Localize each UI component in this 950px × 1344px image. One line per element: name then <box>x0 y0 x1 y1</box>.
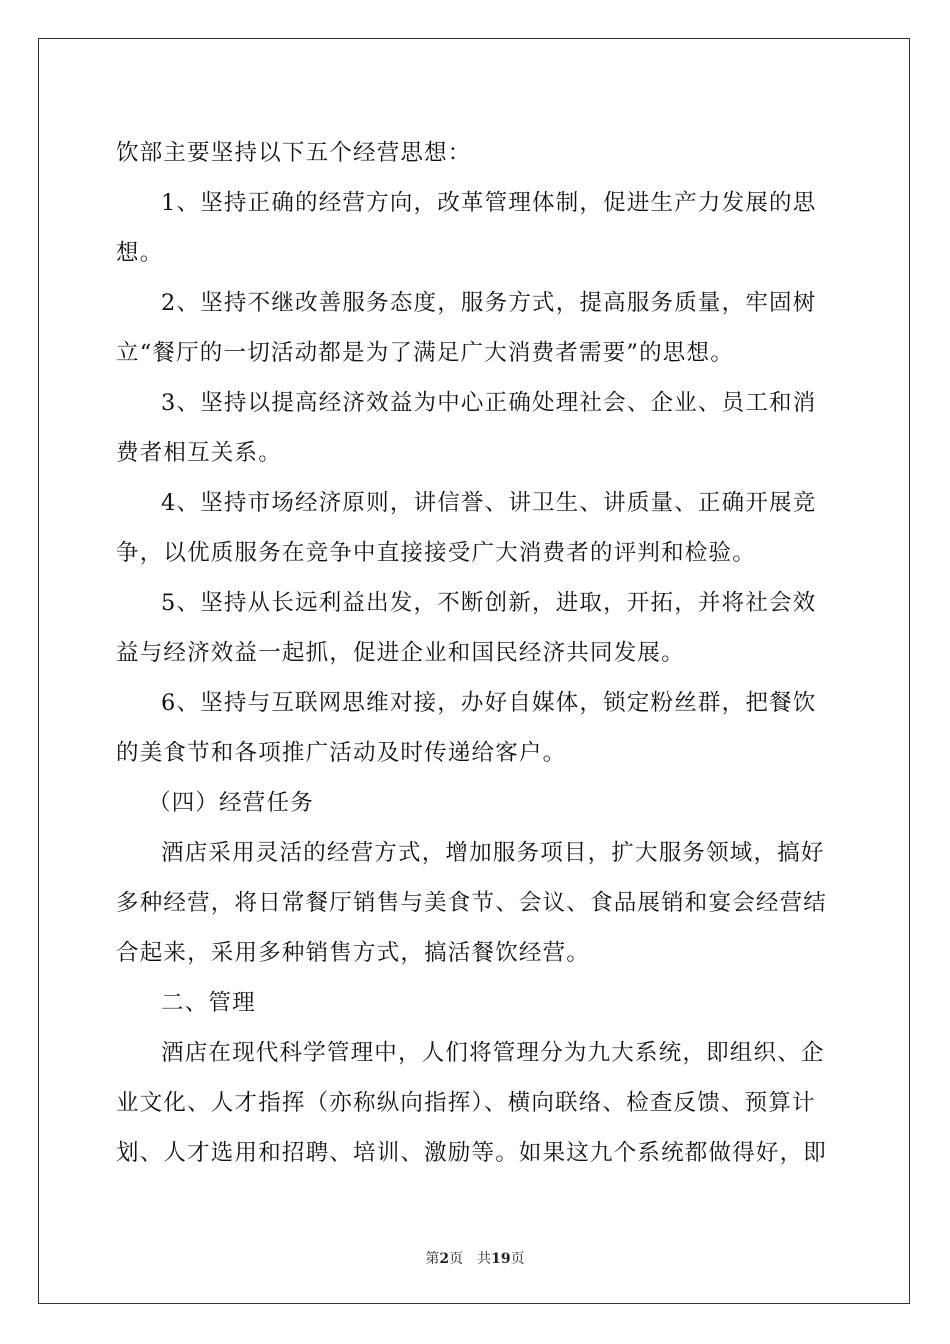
total-suffix: 页 <box>510 1251 525 1267</box>
total-pages: 19 <box>491 1251 511 1267</box>
total-prefix: 共 <box>477 1251 492 1267</box>
list-item-6-line-2: 的美食节和各项推广活动及时传递给客户。 <box>116 740 567 766</box>
list-item-5-line-1: 5、坚持从长远利益出发，不断创新，进取，开拓，并将社会效 <box>161 590 817 616</box>
list-item-1-line-1: 1、坚持正确的经营方向，改革管理体制，促进生产力发展的思 <box>161 190 817 216</box>
paragraph-line: 酒店在现代科学管理中，人们将管理分为九大系统，即组织、企 <box>161 1040 825 1066</box>
paragraph-line: 合起来，采用多种销售方式，搞活餐饮经营。 <box>116 940 591 966</box>
list-item-5-line-2: 益与经济效益一起抓，促进企业和国民经济共同发展。 <box>116 640 685 666</box>
list-item-3-line-2: 费者相互关系。 <box>116 440 282 466</box>
page-suffix: 页 <box>449 1251 464 1267</box>
list-item-2-line-2: 立“餐厅的一切活动都是为了满足广大消费者需要”的思想。 <box>116 340 734 366</box>
page-number: 2 <box>439 1251 450 1267</box>
section-heading-management: 二、管理 <box>161 990 256 1016</box>
paragraph-line: 多种经营，将日常餐厅销售与美食节、会议、食品展销和宴会经营结 <box>116 890 828 916</box>
section-heading-business-tasks: （四）经营任务 <box>148 790 314 816</box>
document-body <box>116 128 836 1178</box>
page-footer <box>0 1248 950 1268</box>
paragraph-line: 业文化、人才指挥（亦称纵向指挥）、横向联络、检查反馈、预算计 <box>116 1090 816 1116</box>
list-item-4-line-1: 4、坚持市场经济原则，讲信誉、讲卫生、讲质量、正确开展竞 <box>161 490 817 516</box>
list-item-6-line-1: 6、坚持与互联网思维对接，办好自媒体，锁定粉丝群，把餐饮 <box>161 690 817 716</box>
list-item-3-line-1: 3、坚持以提高经济效益为中心正确处理社会、企业、员工和消 <box>161 390 817 416</box>
list-item-4-line-2: 争，以优质服务在竞争中直接接受广大消费者的评判和检验。 <box>116 540 756 566</box>
page-prefix: 第 <box>425 1251 440 1267</box>
list-item-1-line-2: 想。 <box>116 240 164 266</box>
paragraph-line: 划、人才选用和招聘、培训、激励等。如果这九个系统都做得好，即 <box>116 1140 828 1166</box>
text-line: 饮部主要坚持以下五个经营思想： <box>116 140 472 166</box>
list-item-2-line-1: 2、坚持不继改善服务态度，服务方式，提高服务质量，牢固树 <box>161 290 817 316</box>
paragraph-line: 酒店采用灵活的经营方式，增加服务项目，扩大服务领域，搞好 <box>161 840 825 866</box>
